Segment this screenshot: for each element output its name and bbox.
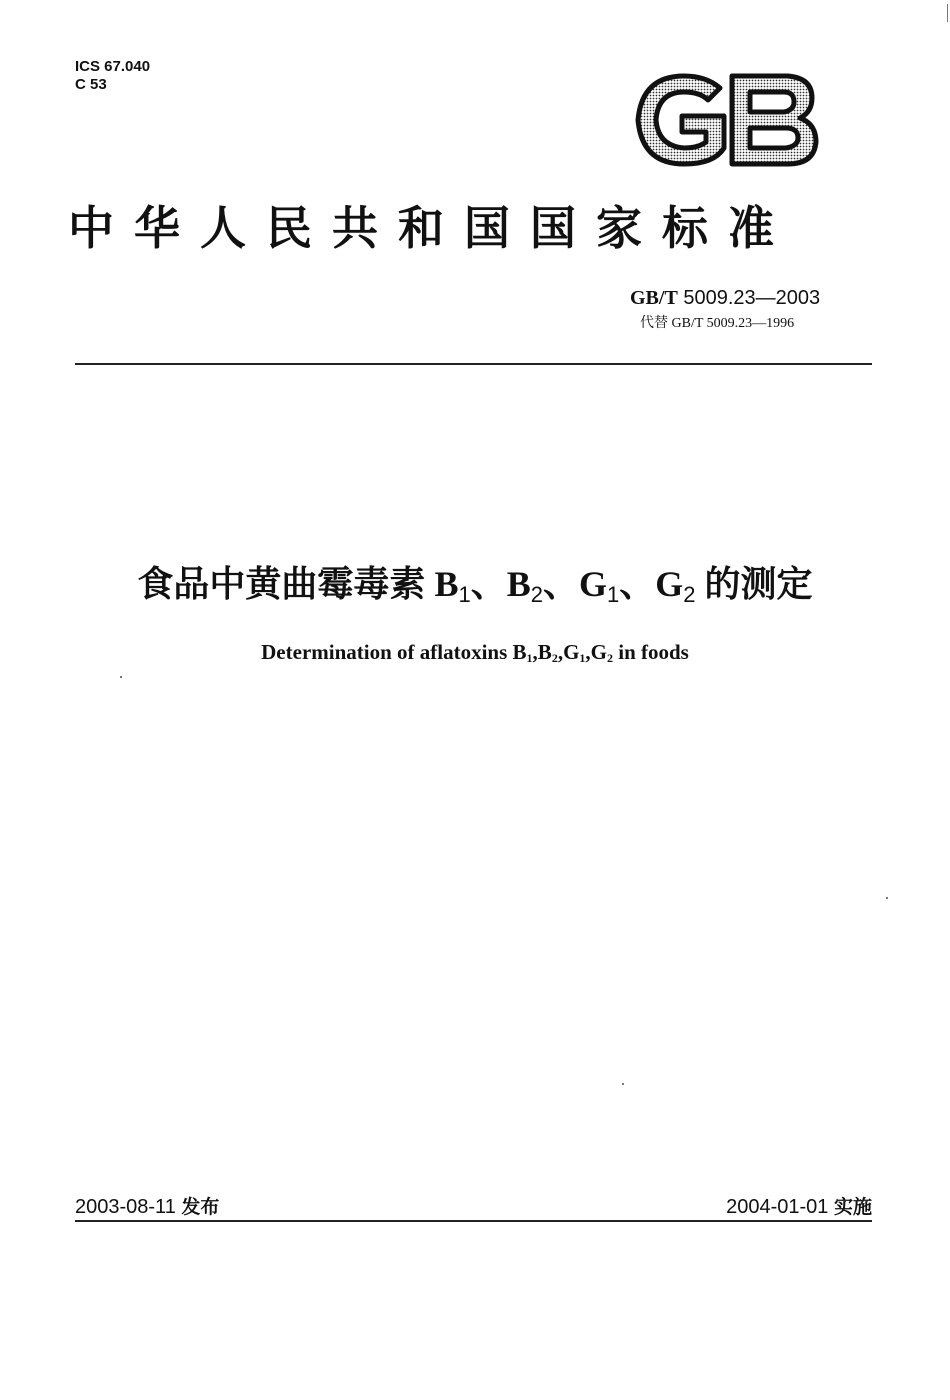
scan-speck	[622, 1083, 624, 1085]
implementation-date	[726, 1192, 872, 1219]
title-cn-separator: 、	[470, 564, 507, 605]
scan-mark	[947, 4, 948, 22]
ccs-code: C 53	[75, 76, 107, 93]
title-cn-g2: $G_2$	[655, 564, 696, 607]
scan-speck	[120, 676, 122, 678]
ics-code: ICS 67.040	[75, 58, 151, 75]
title-cn-lead: 食品中黄曲霉毒素	[137, 564, 426, 605]
header-divider	[75, 363, 872, 365]
title-cn-b1: $B_1$	[434, 564, 471, 607]
scan-speck	[886, 897, 888, 899]
footer-divider	[75, 1220, 872, 1222]
gb-logo	[628, 70, 820, 170]
implementation-date-label: 实施	[833, 1196, 872, 1218]
national-standard-heading: 中华人民共和国国家标准	[68, 201, 794, 255]
title-cn-separator: 、	[619, 564, 656, 605]
title-cn-tail: 的测定	[704, 564, 813, 605]
standard-number-prefix: GB/T	[630, 287, 678, 309]
implementation-date-value: 2004-01-01	[726, 1196, 829, 1218]
standard-number	[630, 287, 820, 310]
document-title-cn	[0, 556, 950, 608]
classification-codes	[75, 58, 150, 94]
title-cn-separator: 、	[542, 564, 579, 605]
replaces-standard: 代替 GB/T 5009.23—1996	[640, 316, 795, 331]
document-title-en: Determination of aflatoxins $B_1,B_2,G_1,G_2$ in foods	[261, 640, 689, 665]
issue-date-value: 2003-08-11	[75, 1196, 176, 1218]
title-cn-g1: $G_1$	[579, 564, 620, 607]
issue-date	[75, 1192, 219, 1219]
issue-date-label: 发布	[181, 1196, 220, 1218]
title-cn-b2: $B_2$	[506, 564, 543, 607]
standard-number-value: 5009.23—2003	[683, 287, 821, 309]
